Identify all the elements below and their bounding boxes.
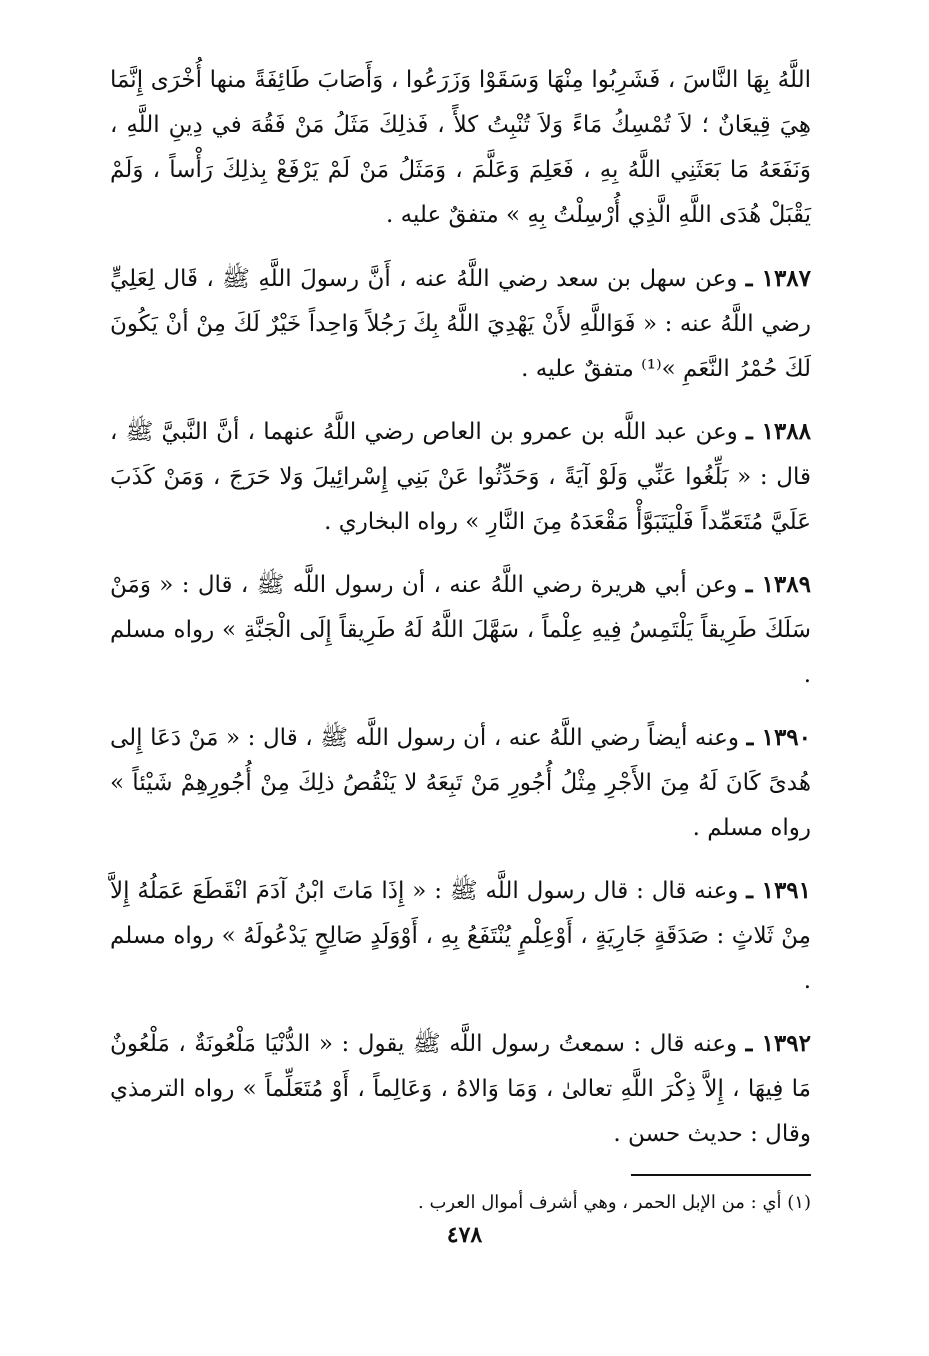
hadith-number: ١٣٩٢ ـ (745, 1030, 811, 1057)
hadith-text: وعن أبي هريرة رضي اللَّهُ عنه ، أن رسول اللَّه ﷺ ، قال : « وَمَنْ سَلَكَ طَرِيقاً يَلْتَمِسُ فِيهِ عِلْماً ، سَهَّلَ اللَّهُ لَهُ طَرِيقاً إِلَى الْجَنَّةِ » رواه مسلم . (110, 572, 811, 688)
hadith-1390 (110, 715, 811, 851)
hadith-text: وعن سهل بن سعد رضي اللَّهُ عنه ، أَنَّ رسولَ اللَّهِ ﷺ ، قَال لِعَلِيٍّ رضي اللَّهُ عنه : « فَوَاللَّهِ لأَنْ يَهْدِيَ اللَّهُ بِكَ رَجُلاً وَاحِداً خَيْرٌ لَكَ مِنْ أنْ يَكُونَ لَكَ حُمْرُ النَّعَمِ »⁽¹⁾ متفقٌ عليه . (110, 266, 811, 382)
hadith-1391 (110, 868, 811, 1004)
hadith-number: ١٣٩٠ ـ (746, 724, 812, 751)
hadith-1392 (110, 1021, 811, 1157)
hadith-1388 (110, 409, 811, 545)
paragraph-text: اللَّهُ بِهَا النَّاسَ ، فَشَرِبُوا مِنْهَا وَسَقَوْا وَزَرَعُوا ، وَأَصَابَ طَائِفَةً منها أُخْرَى إِنَّمَا هِيَ قِيعَانٌ ؛ لاَ تُمْسِكُ مَاءً وَلاَ تُنْبِتُ كلأً ، فَذلِكَ مَثَلُ مَنْ فَقُهَ في دِينِ اللَّهِ ، وَنَفَعَهُ مَا بَعَثَنِي اللَّهُ بِهِ ، فَعَلِمَ وَعَلَّمَ ، وَمَثَلُ مَنْ لَمْ يَرْفَعْ بِذلِكَ رَأْساً ، وَلَمْ يَقْبَلْ هُدَى اللَّهِ الَّذِي أُرْسِلْتُ بِهِ » متفقٌ عليه . (110, 67, 811, 228)
hadith-text: وعن عبد اللَّه بن عمرو بن العاص رضي اللَّهُ عنهما ، أنَّ النَّبيَّ ﷺ ، قال : « بَلِّغُوا عَنِّي وَلَوْ آيَةً ، وَحَدِّثُوا عَنْ بَنِي إِسْرائِيلَ وَلا حَرَجَ ، وَمَنْ كَذَبَ عَلَيَّ مُتَعَمِّداً فَلْيَتَبَوَّأْ مَقْعَدَهُ مِنَ النَّارِ » رواه البخاري . (110, 419, 811, 535)
hadith-number: ١٣٩١ ـ (746, 877, 812, 904)
hadith-1387 (110, 256, 811, 392)
hadith-number: ١٣٨٨ ـ (745, 418, 811, 445)
paragraph-continuation (110, 58, 811, 238)
hadith-text: وعنه أيضاً رضي اللَّهُ عنه ، أن رسول اللَّه ﷺ ، قال : « مَنْ دَعَا إِلى هُدىً كَانَ لَهُ مِنَ الأَجْرِ مِثْلُ أُجُورِ مَنْ تَبِعَهُ لا يَنْقُصُ ذلِكَ مِنْ أُجُورِهِمْ شَيْئاً » رواه مسلم . (110, 725, 811, 841)
page-number: ٤٧٨ (446, 1222, 483, 1248)
hadith-number: ١٣٨٧ ـ (745, 265, 812, 292)
hadith-number: ١٣٨٩ ـ (745, 571, 811, 598)
hadith-text: وعنه قال : قال رسول اللَّه ﷺ : « إِذَا مَاتَ ابْنُ آدَمَ انْقَطَعَ عَمَلُهُ إِلاَّ مِنْ ثَلاثٍ : صَدَقَةٍ جَارِيَةٍ ، أَوْعِلْمٍ يُنْتَفَعُ بِهِ ، أَوْوَلَدٍ صَالِحٍ يَدْعُولَهُ » رواه مسلم . (110, 878, 811, 994)
footnote-divider (631, 1174, 811, 1176)
hadith-text: وعنه قال : سمعتُ رسول اللَّه ﷺ يقول : « الدُّنْيَا مَلْعُونَةٌ ، مَلْعُونٌ مَا فِيهَا ، إِلاَّ ذِكْرَ اللَّهِ تعالىٰ ، وَمَا وَالاهُ ، وَعَالِماً ، أَوْ مُتَعَلِّماً » رواه الترمذي وقال : حديث حسن . (110, 1031, 811, 1147)
hadith-1389 (110, 562, 811, 698)
footnote: (١) أي : من الإبل الحمر ، وهي أشرف أموال العرب . (418, 1192, 811, 1213)
